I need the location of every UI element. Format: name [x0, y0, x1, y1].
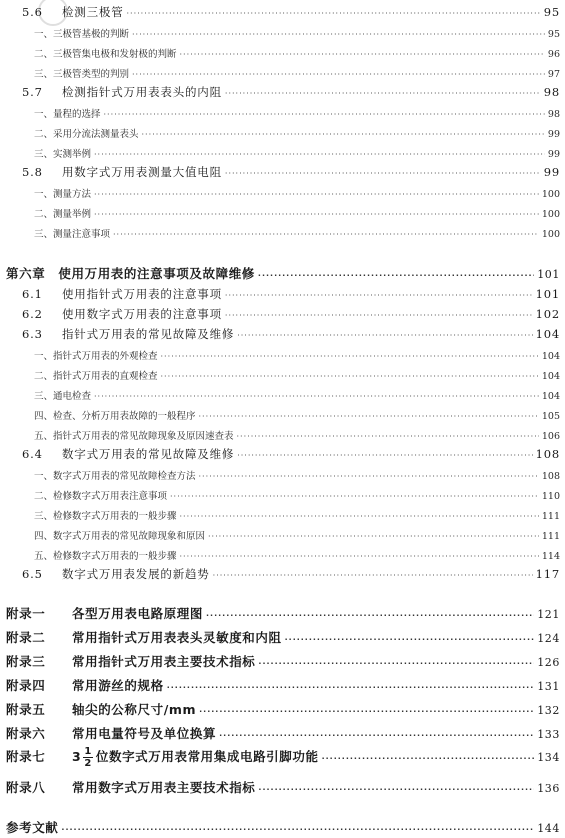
page-number: 97 [547, 69, 560, 80]
toc-appendix-entry[interactable] [6, 778, 560, 796]
page-number: 99 [547, 149, 560, 160]
toc-section-entry[interactable] [22, 566, 560, 582]
dot-leader [225, 291, 533, 300]
appendix-label [6, 700, 196, 718]
subsection-label [34, 106, 101, 120]
dot-leader [142, 130, 545, 139]
appendix-number: 附录一 [6, 606, 46, 621]
subsection-title: 三、检修数字式万用表的一般步骤 [34, 511, 177, 522]
appendix-label [6, 652, 255, 670]
subsection-title: 一、数字式万用表的常见故障检查方法 [34, 471, 196, 482]
dot-leader [258, 271, 534, 280]
appendix-title: 常用指针式万用表主要技术指标 [72, 654, 256, 669]
subsection-title: 一、测量方法 [34, 189, 92, 200]
subsection-title: 三、实测举例 [34, 149, 92, 160]
section-title: 指针式万用表的常见故障及维修 [62, 327, 235, 341]
section-title: 检测三极管 [62, 5, 124, 19]
section-label [22, 286, 222, 302]
page-number: 121 [537, 608, 560, 621]
subsection-title: 三、测量注意事项 [34, 229, 111, 240]
section-title: 用数字式万用表测量大值电阻 [62, 165, 222, 179]
toc-subsection-entry[interactable] [34, 126, 560, 140]
subsection-title: 二、三极管集电极和发射极的判断 [34, 49, 177, 60]
page-number: 108 [535, 447, 560, 461]
page-number: 102 [535, 307, 560, 321]
toc-section-entry[interactable] [22, 84, 560, 100]
page-number: 95 [543, 5, 560, 19]
section-number: 5.7 [22, 85, 43, 99]
section-label [22, 306, 222, 322]
dot-leader [94, 190, 539, 199]
subsection-title: 二、采用分流法测量表头 [34, 129, 139, 140]
subsection-title: 一、指针式万用表的外观检查 [34, 351, 158, 362]
subsection-title: 一、量程的选择 [34, 109, 101, 120]
dot-leader [199, 472, 539, 481]
toc-subsection-entry[interactable] [34, 186, 560, 200]
subsection-label [34, 408, 196, 422]
dot-leader [180, 552, 539, 561]
toc-subsection-entry[interactable] [34, 46, 560, 60]
toc-subsection-entry[interactable] [34, 488, 560, 502]
toc-chapter-entry[interactable] [6, 818, 560, 836]
subsection-label [34, 186, 91, 200]
section-label [22, 4, 124, 20]
toc-subsection-entry[interactable] [34, 388, 560, 402]
dot-leader [180, 512, 539, 521]
dot-leader [132, 30, 545, 39]
subsection-title: 三、通电检查 [34, 391, 92, 402]
page-number: 105 [541, 411, 560, 422]
subsection-label [34, 508, 177, 522]
page-number: 132 [537, 704, 560, 717]
page-number: 106 [541, 431, 560, 442]
subsection-title: 一、三极管基极的判断 [34, 29, 130, 40]
appendix-number: 附录六 [6, 726, 46, 741]
dot-leader [225, 169, 541, 178]
dot-leader [225, 311, 533, 320]
subsection-title: 三、三极管类型的判别 [34, 69, 130, 80]
toc-subsection-entry[interactable] [34, 206, 560, 220]
appendix-label [6, 724, 216, 742]
section-number: 5.8 [22, 165, 43, 179]
dot-leader [167, 683, 535, 692]
dot-leader [161, 372, 539, 381]
toc-section-entry[interactable] [22, 286, 560, 302]
section-title: 数字式万用表的常见故障及维修 [62, 447, 235, 461]
toc-subsection-entry[interactable] [34, 66, 560, 80]
subsection-title: 五、指针式万用表的常见故障现象及原因速查表 [34, 431, 234, 442]
subsection-label [34, 388, 91, 402]
subsection-label [34, 46, 177, 60]
subsection-title: 二、指针式万用表的直观检查 [34, 371, 158, 382]
toc-appendix-entry[interactable] [6, 676, 560, 694]
dot-leader [237, 432, 539, 441]
page-number: 96 [547, 49, 560, 60]
page-number: 111 [541, 531, 560, 542]
toc-subsection-entry[interactable] [34, 408, 560, 422]
toc-subsection-entry[interactable] [34, 26, 560, 40]
section-title: 使用指针式万用表的注意事项 [62, 287, 222, 301]
toc-appendix-entry[interactable] [6, 652, 560, 670]
subsection-label [34, 468, 196, 482]
appendix-number: 附录七 [6, 749, 46, 764]
dot-leader [285, 635, 535, 644]
toc-subsection-entry[interactable] [34, 106, 560, 120]
toc-subsection-entry[interactable] [34, 368, 560, 382]
page-number: 104 [541, 371, 560, 382]
page-number: 104 [535, 327, 560, 341]
dot-leader [208, 532, 539, 541]
dot-leader [199, 707, 534, 716]
appendix-number: 附录五 [6, 702, 46, 717]
section-label [22, 164, 222, 180]
fraction-numerator: 1 [84, 746, 92, 757]
appendix-label [6, 746, 319, 769]
page-number: 104 [541, 391, 560, 402]
page-number: 124 [537, 632, 560, 645]
appendix-label [6, 604, 203, 622]
fraction [83, 746, 93, 769]
subsection-label [34, 488, 167, 502]
appendix-title: 常用数字式万用表主要技术指标 [72, 780, 256, 795]
dot-leader [258, 659, 534, 668]
page-number: 100 [541, 189, 560, 200]
chapter-title: 参考文献 [6, 820, 59, 835]
dot-leader [219, 731, 534, 740]
page-number: 100 [541, 229, 560, 240]
subsection-label [34, 206, 91, 220]
appendix-label [6, 676, 164, 694]
subsection-label [34, 368, 158, 382]
subsection-label [34, 528, 205, 542]
toc-subsection-entry[interactable] [34, 226, 560, 240]
appendix-number: 附录三 [6, 654, 46, 669]
dot-leader [237, 451, 532, 460]
chapter-label [6, 264, 255, 282]
page-number: 99 [547, 129, 560, 140]
page-number: 100 [541, 209, 560, 220]
toc-subsection-entry[interactable] [34, 468, 560, 482]
page-number: 114 [541, 551, 560, 562]
subsection-label [34, 348, 158, 362]
section-number: 6.3 [22, 327, 43, 341]
page-number: 144 [537, 822, 560, 835]
page-number: 99 [543, 165, 560, 179]
section-label [22, 566, 210, 582]
dot-leader [94, 210, 539, 219]
toc-subsection-entry[interactable] [34, 508, 560, 522]
section-title: 使用数字式万用表的注意事项 [62, 307, 222, 321]
subsection-label [34, 66, 129, 80]
section-number: 6.4 [22, 447, 43, 461]
toc-appendix-entry[interactable] [6, 700, 560, 718]
dot-leader [199, 412, 539, 421]
dot-leader [225, 89, 541, 98]
dot-leader [206, 611, 534, 620]
appendix-label [6, 778, 255, 796]
page-number: 101 [535, 287, 560, 301]
dot-leader [161, 352, 539, 361]
page-number: 117 [535, 567, 560, 581]
page-number: 136 [537, 782, 560, 795]
chapter-title: 第六章 使用万用表的注意事项及故障维修 [6, 266, 255, 281]
dot-leader [170, 492, 539, 501]
toc-appendix-entry[interactable] [6, 628, 560, 646]
subsection-title: 二、检修数字式万用表注意事项 [34, 491, 168, 502]
subsection-label [34, 226, 110, 240]
dot-leader [127, 9, 541, 18]
dot-leader [132, 70, 545, 79]
appendix-title: 各型万用表电路原理图 [72, 606, 204, 621]
toc-subsection-entry[interactable] [34, 548, 560, 562]
chapter-label [6, 818, 58, 836]
appendix-number: 附录四 [6, 678, 46, 693]
toc-subsection-entry[interactable] [34, 528, 560, 542]
subsection-label [34, 548, 177, 562]
dot-leader [322, 754, 535, 763]
section-title: 检测指针式万用表表头的内阻 [62, 85, 222, 99]
page-number: 131 [537, 680, 560, 693]
section-label [22, 326, 234, 342]
appendix-title: 常用指针式万用表表头灵敏度和内阻 [72, 630, 282, 645]
section-number: 5.6 [22, 5, 43, 19]
toc-appendix-entry[interactable] [6, 746, 560, 769]
appendix-title: 位数字式万用表常用集成电路引脚功能 [95, 749, 319, 764]
section-number: 6.1 [22, 287, 43, 301]
page-number: 98 [547, 109, 560, 120]
page-number: 134 [537, 751, 560, 764]
appendix-title: 常用电量符号及单位换算 [72, 726, 217, 741]
dot-leader [213, 571, 533, 580]
appendix-number: 附录八 [6, 780, 46, 795]
page-number: 101 [537, 268, 560, 281]
subsection-title: 二、测量举例 [34, 209, 92, 220]
subsection-title: 五、检修数字式万用表的一般步骤 [34, 551, 177, 562]
appendix-label [6, 628, 282, 646]
appendix-title: 轴尖的公称尺寸/mm [72, 702, 197, 717]
toc-subsection-entry[interactable] [34, 348, 560, 362]
dot-leader [94, 150, 545, 159]
toc-section-entry[interactable] [22, 306, 560, 322]
toc-subsection-entry[interactable] [34, 146, 560, 160]
toc-section-entry[interactable] [22, 4, 560, 20]
section-label [22, 446, 234, 462]
toc-section-entry[interactable] [22, 446, 560, 462]
toc-appendix-entry[interactable] [6, 604, 560, 622]
subsection-title: 四、检查、分析万用表故障的一般程序 [34, 411, 196, 422]
fraction-whole: 3 [72, 749, 82, 764]
page-number: 126 [537, 656, 560, 669]
toc-appendix-entry[interactable] [6, 724, 560, 742]
dot-leader [61, 825, 534, 834]
page-number: 108 [541, 471, 560, 482]
subsection-title: 四、数字式万用表的常见故障现象和原因 [34, 531, 206, 542]
subsection-label [34, 146, 91, 160]
page-number: 111 [541, 511, 560, 522]
toc-section-entry[interactable] [22, 326, 560, 342]
dot-leader [113, 230, 539, 239]
section-number: 6.2 [22, 307, 43, 321]
subsection-label [34, 126, 139, 140]
appendix-title: 常用游丝的规格 [72, 678, 164, 693]
dot-leader [258, 785, 534, 794]
dot-leader [180, 50, 545, 59]
subsection-label [34, 26, 129, 40]
section-label [22, 84, 222, 100]
dot-leader [94, 392, 539, 401]
page-number: 133 [537, 728, 560, 741]
section-title: 数字式万用表发展的新趋势 [62, 567, 210, 581]
fraction-denominator: 2 [84, 758, 92, 769]
dot-leader [237, 331, 532, 340]
page-number: 98 [543, 85, 560, 99]
section-number: 6.5 [22, 567, 43, 581]
toc-chapter-entry[interactable] [6, 264, 560, 282]
appendix-number: 附录二 [6, 630, 46, 645]
page-number: 104 [541, 351, 560, 362]
subsection-label [34, 428, 234, 442]
page-number: 110 [541, 491, 560, 502]
dot-leader [104, 110, 545, 119]
page-number: 95 [547, 29, 560, 40]
toc-section-entry[interactable] [22, 164, 560, 180]
toc-subsection-entry[interactable] [34, 428, 560, 442]
